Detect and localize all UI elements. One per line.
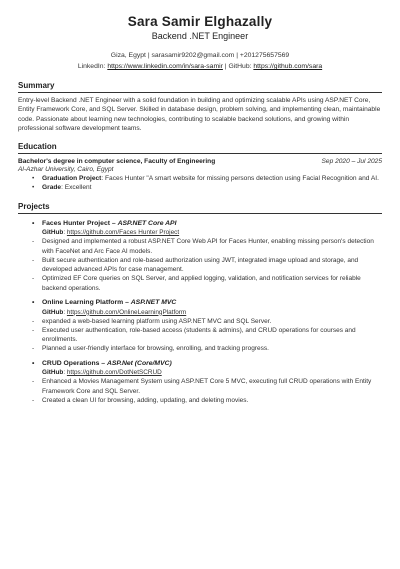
project-github: GitHub: https://github.com/Faces Hunter Project [42,229,180,237]
project-online-learning [18,298,382,354]
list-item: - Optimized EF Core queries on SQL Server, and applied logging, validation, and notification services for reliable backend operations. [18,274,382,293]
item-label: Graduation Project [42,175,102,183]
candidate-name: Sara Samir Elghazally [127,14,273,29]
list-item [18,183,382,192]
project-faces-hunter [18,219,382,293]
education-heading: Education [18,142,382,154]
github-link[interactable]: https://github.com/sara [253,63,323,70]
item-label: Grade [42,184,62,192]
summary-text: Entry-level Backend .NET Engineer with a solid foundation in building and optimizing scalable APIs using ASP.NET Core, Entity Framework Core, and SQL Server. Skilled in database design, problem solving, and implementing clean, maintainable code. Passionate about learning new technologies, contributing to scalable backend solutions, and growing within professional software development teams. [18,97,381,132]
project-name: Online Learning Platform – [42,299,131,307]
education-row [18,158,382,165]
list-item: - Built secure authentication and role-based authorization using JWT, integrated image upload and storage, and developed advanced APIs for case management. [18,256,382,275]
education-list [18,174,382,193]
github-label: GitHub [42,308,64,316]
separator: | [224,63,227,70]
project-tech: ASP.NET MVC [130,299,177,307]
education-dates: Sep 2020 – Jul 2025 [321,158,382,166]
linkedin-label: LinkedIn: [77,63,106,70]
github-label: GitHub [42,369,64,377]
separator: | [236,52,238,59]
project-bullets [18,237,382,293]
location: Giza, Egypt [110,52,146,59]
degree: Bachelor's degree in computer science, Faculty of Engineering [18,158,216,166]
project-name: Faces Hunter Project – [42,219,118,227]
project-tech: ASP.NET Core API [117,219,177,227]
project-title [18,298,382,308]
project-bullets [18,317,382,354]
project-crud [18,359,382,405]
project-name: CRUD Operations – [42,359,107,367]
project-github-link[interactable]: https://github.com/OnlineLearningPlatform [66,308,187,316]
list-item: - Designed and implemented a robust ASP.NET Core Web API for Faces Hunter, enabling missing person's detection with FaceNet and Arc Face AI models. [18,237,382,256]
linkedin-link[interactable]: https://www.linkedin.com/in/sara-samir [107,63,223,70]
institution: Al-Azhar University, Cairo, Egypt [18,166,114,174]
projects-heading: Projects [18,202,382,214]
project-github-link[interactable]: https://github.com/Faces Hunter Project [66,229,180,237]
item-text: : Faces Hunter "A smart website for missing persons detection using Facial Recognition and AI. [101,175,379,183]
list-item [18,174,382,183]
phone: +201275657569 [239,52,290,59]
list-item: - Created a clean UI for browsing, adding, updating, and deleting movies. [18,396,382,405]
contact-block [18,50,382,72]
github-label: GitHub [42,229,64,237]
project-title [18,219,382,229]
project-github-link[interactable]: https://github.com/DotNetSCRUD [66,369,162,377]
project-tech: ASP.Net (Core/MVC) [106,359,172,367]
list-item: - expanded a web-based learning platform using ASP.NET MVC and SQL Server. [18,317,382,326]
project-bullets [18,377,382,405]
project-github: GitHub: https://github.com/DotNetSCRUD [42,369,162,377]
summary-heading: Summary [18,81,382,93]
candidate-role: Backend .NET Engineer [151,31,249,41]
list-item: - Enhanced a Movies Management System using ASP.NET Core 5 MVC, executing full CRUD operations with Entity Framework Core and SQL Server. [18,377,382,396]
project-github: GitHub: https://github.com/OnlineLearningPlatform [42,308,187,316]
item-text: : Excellent [61,184,92,192]
project-title [18,359,382,369]
github-label: GitHub: [228,63,252,70]
email: sarasamir9202@gmail.com [151,52,235,59]
list-item: - Planned a user-friendly interface for browsing, enrolling, and tracking progress. [18,344,382,353]
contact-line-1 [18,50,382,61]
separator: | [147,52,150,59]
contact-line-2 [18,61,382,72]
list-item: - Executed user authentication, role-based access (students & admins), and CRUD operations for courses and enrollments. [18,326,382,345]
